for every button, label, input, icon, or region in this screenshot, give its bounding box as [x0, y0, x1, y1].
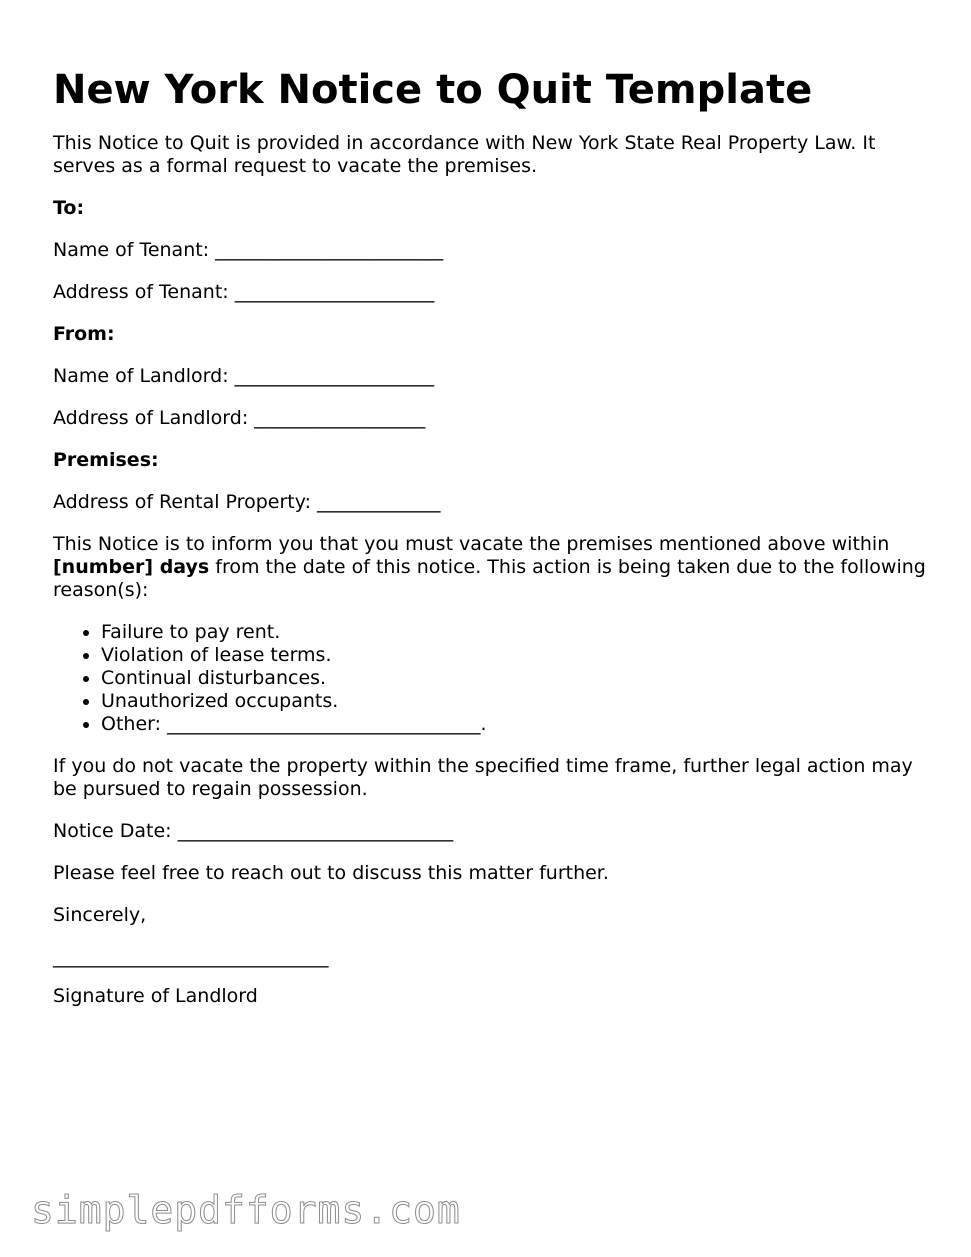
- list-item: • Other: _________________________________.: [101, 713, 933, 736]
- notice-text-before: This Notice is to inform you that you must vacate the premises mentioned above within: [53, 533, 890, 555]
- premises-heading: Premises:: [53, 449, 159, 471]
- notice-text-after: from the date of this notice. This action is being taken due to the following reason(s):: [53, 556, 926, 601]
- list-item: • Violation of lease terms.: [101, 644, 933, 667]
- reasons-list: [53, 621, 933, 736]
- page-title: New York Notice to Quit Template: [53, 67, 813, 113]
- consequence-paragraph: If you do not vacate the property within the specified time frame, further legal action may be pursued to regain possession.: [53, 755, 913, 800]
- tenant-name-field: Name of Tenant: ________________________: [53, 239, 444, 261]
- notice-days: [number] days: [53, 556, 210, 578]
- signature-line: _____________________________: [53, 946, 329, 968]
- notice-paragraph: [53, 533, 933, 602]
- document-page: [53, 62, 933, 1027]
- list-item: • Failure to pay rent.: [101, 621, 933, 644]
- intro-paragraph: This Notice to Quit is provided in accordance with New York State Real Property Law. It serves as a formal request to vacate the premises.: [53, 132, 876, 177]
- closing-note: Please feel free to reach out to discuss this matter further.: [53, 862, 609, 884]
- landlord-address-field: Address of Landlord: __________________: [53, 407, 426, 429]
- watermark: simplepdfforms.com: [31, 1188, 461, 1232]
- list-item: • Continual disturbances.: [101, 667, 933, 690]
- sincerely-text: Sincerely,: [53, 904, 147, 926]
- from-heading: From:: [53, 323, 115, 345]
- signature-label: Signature of Landlord: [53, 985, 258, 1007]
- to-heading: To:: [53, 197, 85, 219]
- list-item: • Unauthorized occupants.: [101, 690, 933, 713]
- landlord-name-field: Name of Landlord: _____________________: [53, 365, 435, 387]
- notice-date-field: Notice Date: _____________________________: [53, 820, 454, 842]
- tenant-address-field: Address of Tenant: _____________________: [53, 281, 435, 303]
- rental-address-field: Address of Rental Property: _____________: [53, 491, 441, 513]
